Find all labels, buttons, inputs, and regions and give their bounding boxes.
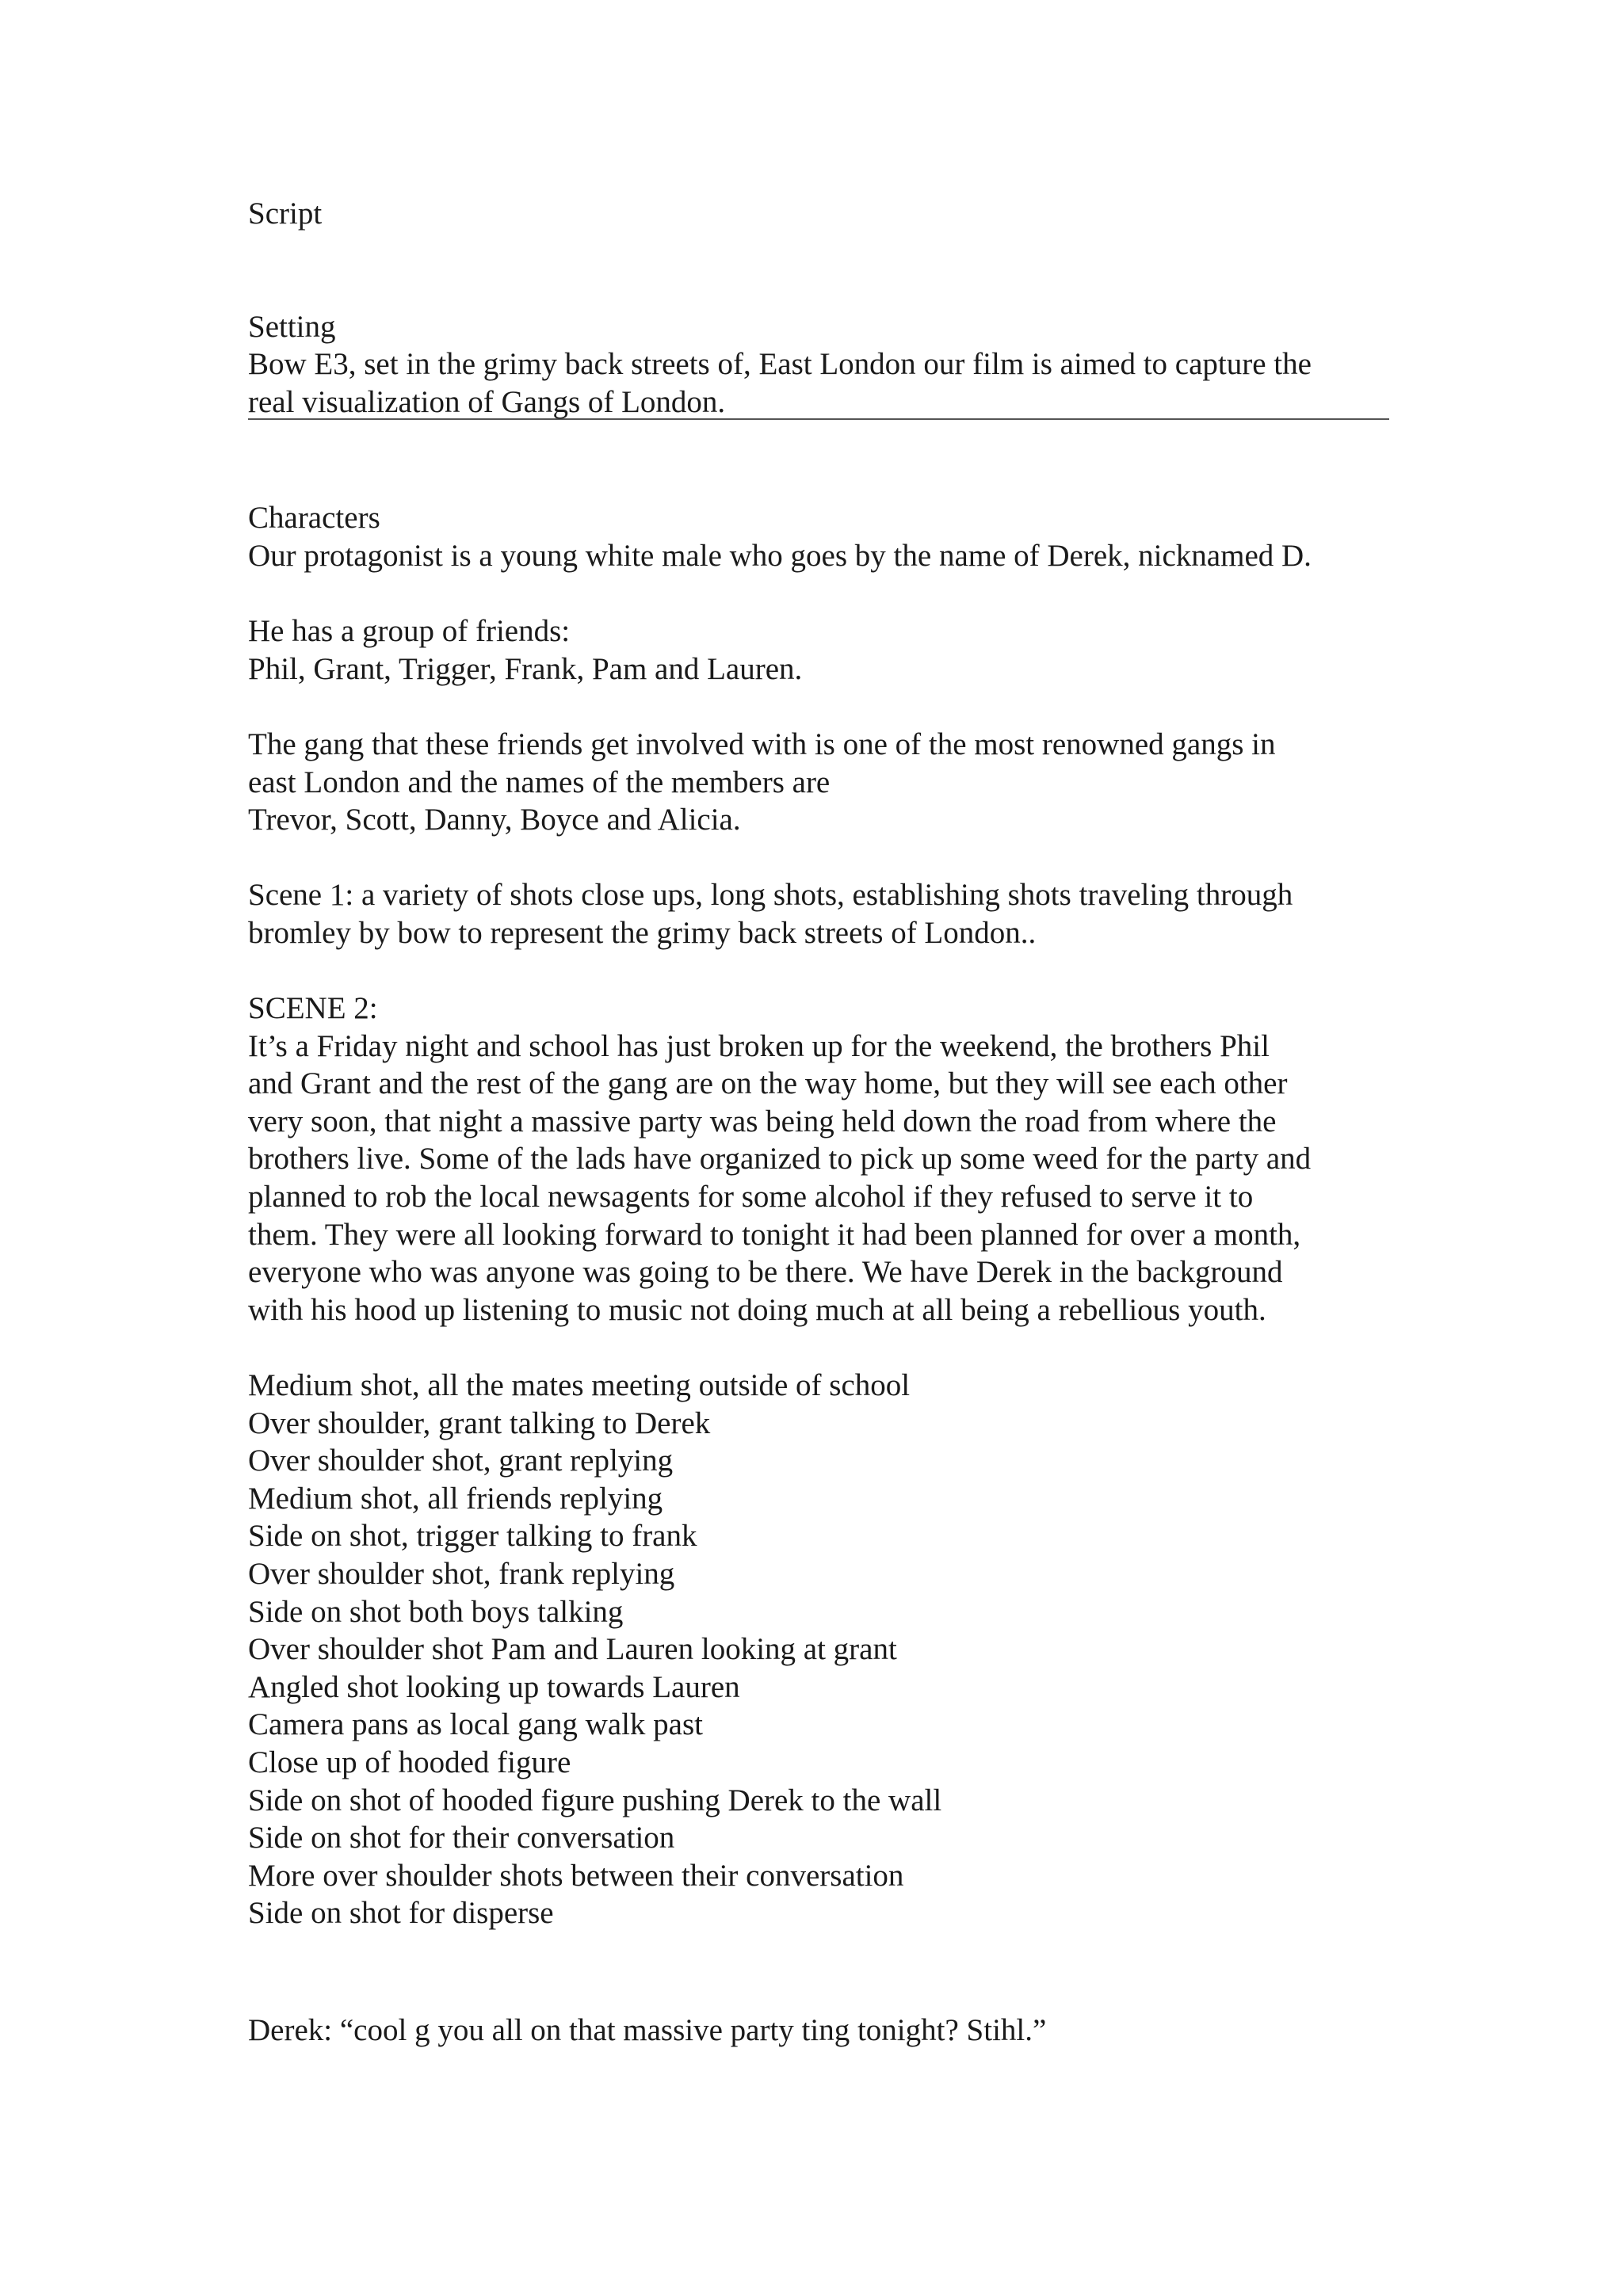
scene-2-line: and Grant and the rest of the gang are on the way home, but they will see each other: [248, 1066, 1288, 1101]
scene-2-line: brothers live. Some of the lads have organized to pick up some weed for the party and: [248, 1142, 1312, 1177]
scene-2-line: them. They were all looking forward to tonight it had been planned for over a month,: [248, 1217, 1301, 1252]
spacer: [248, 420, 1389, 499]
shot-list-item: Over shoulder shot Pam and Lauren looking at grant: [248, 1632, 897, 1667]
characters-heading: Characters: [248, 501, 380, 536]
spacer: [248, 688, 1389, 726]
shot-list-item: Medium shot, all friends replying: [248, 1481, 663, 1516]
protagonist-text: Our protagonist is a young white male who goes by the name of Derek, nicknamed D.: [248, 538, 1312, 573]
gang-text-line-1: The gang that these friends get involved with is one of the most renowned gangs in: [248, 727, 1276, 761]
gang-text-line-2: east London and the names of the members are: [248, 765, 831, 799]
scene-2-line: everyone who was anyone was going to be there. We have Derek in the background: [248, 1255, 1283, 1290]
characters-section: [248, 499, 1389, 838]
shot-list-item: Over shoulder, grant talking to Derek: [248, 1405, 711, 1440]
shot-list-item: Over shoulder shot, frank replying: [248, 1557, 675, 1591]
friends-list: Phil, Grant, Trigger, Frank, Pam and Lauren.: [248, 651, 803, 686]
friends-intro: He has a group of friends:: [248, 614, 571, 649]
spacer: [248, 1932, 1389, 2012]
scene-2-line: It’s a Friday night and school has just broken up for the weekend, the brothers Phil: [248, 1028, 1270, 1063]
shot-list-item: Close up of hooded figure: [248, 1745, 571, 1779]
gang-members-list: Trevor, Scott, Danny, Boyce and Alicia.: [248, 803, 741, 837]
dialogue-line: Derek: “cool g you all on that massive party ting tonight? Stihl.”: [248, 2012, 1047, 2047]
spacer: [248, 575, 1389, 613]
shot-list-item: Medium shot, all the mates meeting outside of school: [248, 1368, 911, 1403]
shot-list-item: Over shoulder shot, grant replying: [248, 1444, 674, 1478]
spacer: [248, 233, 1389, 308]
spacer: [248, 839, 1389, 877]
shot-list-item: Side on shot for their conversation: [248, 1821, 675, 1855]
shot-list-item: Angled shot looking up towards Lauren: [248, 1669, 740, 1704]
scene-2-line: planned to rob the local newsagents for some alcohol if they refused to serve it to: [248, 1180, 1254, 1215]
scene-2-line: with his hood up listening to music not doing much at all being a rebellious youth.: [248, 1292, 1266, 1327]
scene-2-heading: SCENE 2:: [248, 991, 378, 1026]
scene-2-line: very soon, that night a massive party was being held down the road from where the: [248, 1104, 1277, 1138]
shot-list-item: Side on shot both boys talking: [248, 1594, 624, 1629]
scene-2-section: [248, 990, 1389, 1329]
scene-1-line-2: bromley by bow to represent the grimy back streets of London..: [248, 915, 1037, 950]
scene-1-line-1: Scene 1: a variety of shots close ups, long shots, establishing shots traveling through: [248, 878, 1293, 913]
spacer: [248, 952, 1389, 990]
scene-1-section: [248, 876, 1389, 952]
shot-list-item: Side on shot, trigger talking to frank: [248, 1519, 697, 1554]
document-title: Script: [248, 196, 323, 231]
shot-list-item: Camera pans as local gang walk past: [248, 1707, 703, 1742]
shot-list-item: Side on shot for disperse: [248, 1896, 554, 1931]
setting-section: [248, 308, 1389, 421]
shot-list: [248, 1367, 1389, 1932]
setting-text-line-2: real visualization of Gangs of London.: [248, 384, 726, 419]
shot-list-item: Side on shot of hooded figure pushing Derek to the wall: [248, 1783, 942, 1817]
setting-heading: Setting: [248, 309, 336, 344]
shot-list-item: More over shoulder shots between their conversation: [248, 1858, 904, 1893]
document-page: [248, 195, 1389, 2050]
setting-text-line-1: Bow E3, set in the grimy back streets of, East London our film is aimed to capture the: [248, 347, 1312, 382]
spacer: [248, 1329, 1389, 1367]
